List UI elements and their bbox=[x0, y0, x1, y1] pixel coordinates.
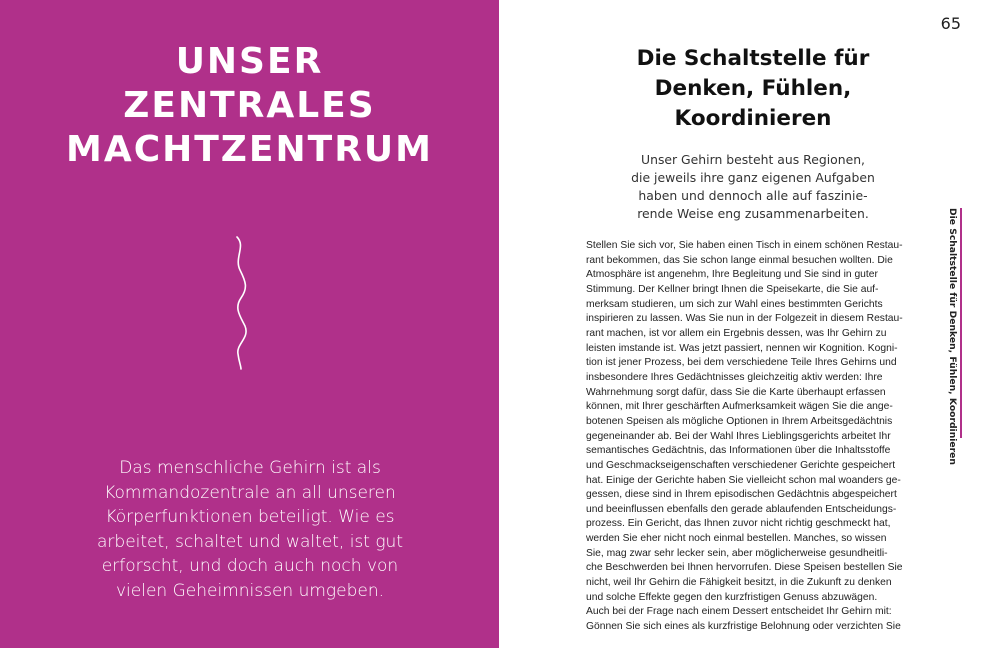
right-intro-line: Unser Gehirn besteht aus Regionen, bbox=[641, 152, 865, 167]
intro-line: Körperfunktionen beteiligt. Wie es bbox=[105, 507, 395, 527]
body-line: merksam studieren, um sich zur Wahl eines bestimmten Gerichts bbox=[586, 298, 883, 310]
body-line: Stellen Sie sich vor, Sie haben einen Tisch in einem schönen Restau- bbox=[586, 240, 903, 251]
left-page-intro bbox=[70, 456, 430, 603]
body-line: und Geschmackseigenschaften verschiedener Gerichte gespeichert bbox=[586, 459, 896, 471]
intro-line: vielen Geheimnissen umgeben. bbox=[115, 580, 385, 601]
left-page-title bbox=[0, 40, 499, 172]
body-line: Wahrnehmung sorgt dafür, dass Sie die Karte überhaupt erfassen bbox=[586, 386, 886, 398]
body-line: gegeneinander ab. Bei der Wahl Ihres Lieblingsgerichts arbeitet Ihr bbox=[586, 430, 891, 442]
body-line: leisten imstande ist. Was jetzt passiert, nennen wir Kognition. Kogni- bbox=[586, 342, 898, 354]
left-title-line: MACHTZENTRUM bbox=[66, 129, 433, 170]
running-head bbox=[944, 208, 960, 465]
body-line: gessen, diese sind in Ihrem episodischen Gedächtnis abgespeichert bbox=[586, 489, 897, 501]
right-title-line: Die Schaltstelle für bbox=[636, 46, 870, 71]
right-intro-line: rende Weise eng zusammenarbeiten. bbox=[637, 206, 869, 221]
left-title-line: UNSER bbox=[175, 41, 324, 82]
body-line: hat. Einige der Gerichte haben Sie vielleicht schon mal woanders ge- bbox=[586, 474, 901, 486]
intro-line: arbeitet, schaltet und waltet, ist gut bbox=[97, 531, 403, 552]
right-title-line: Koordinieren bbox=[674, 106, 832, 131]
body-line: und solche Effekte gegen den kurzfristigen Genuss abzuwägen. bbox=[586, 591, 878, 603]
right-page-intro bbox=[590, 151, 916, 223]
body-line: inspirieren zu lassen. Was Sie nun in der Folgezeit in diesem Restau- bbox=[586, 313, 903, 325]
body-line: können, mit Ihrer geschärften Aufmerksamkeit wägen Sie die ange- bbox=[586, 401, 893, 413]
body-line: Stimmung. Der Kellner bringt Ihnen die Speisekarte, die Sie auf- bbox=[586, 283, 879, 295]
body-line: tion ist jener Prozess, bei dem verschiedene Teile Ihres Gehirns und bbox=[586, 357, 897, 369]
body-line: nicht, weil Ihr Gehirn die Fähigkeit besitzt, in die Zukunft zu denken bbox=[586, 577, 892, 589]
squiggle-line-decoration bbox=[228, 236, 256, 370]
right-intro-line: haben und dennoch alle auf faszinie- bbox=[638, 188, 868, 203]
left-title-line: ZENTRALES bbox=[123, 85, 376, 126]
body-line: Sie, mag zwar sehr lecker sein, aber möglicherweise gesundheitli- bbox=[586, 547, 888, 559]
intro-line: erforscht, und doch auch noch von bbox=[101, 556, 399, 576]
running-head-rule bbox=[960, 208, 962, 438]
body-line: Gönnen Sie sich eines als kurzfristige Belohnung oder verzichten Sie bbox=[586, 621, 901, 633]
right-intro-line: die jeweils ihre ganz eigenen Aufgaben bbox=[631, 170, 875, 185]
body-line: botenen Speisen als mögliche Optionen in Ihrem Arbeitsgedächtnis bbox=[586, 415, 893, 427]
right-title-line: Denken, Fühlen, bbox=[654, 76, 852, 101]
body-line: Atmosphäre ist angenehm, Ihre Begleitung und Sie sind in guter bbox=[586, 269, 878, 281]
right-page-title bbox=[588, 44, 918, 134]
body-line: rant bekommen, das Sie schon lange einmal besuchen wollten. Die bbox=[586, 254, 893, 266]
intro-line: Das menschliche Gehirn ist als bbox=[119, 458, 381, 478]
body-line: prozess. Ein Gericht, das Ihnen zuvor nicht richtig geschmeckt hat, bbox=[586, 518, 891, 530]
body-line: insbesondere Ihres Gedächtnisses gleichzeitig aktiv werden: Ihre bbox=[586, 371, 883, 383]
body-text bbox=[586, 239, 916, 635]
running-head-text: Die Schaltstelle für Denken, Fühlen, Koordinieren bbox=[947, 208, 958, 465]
body-line: Auch bei der Frage nach einem Dessert entscheidet Ihr Gehirn mit: bbox=[586, 606, 892, 618]
page-number: 65 bbox=[940, 14, 961, 33]
body-line: und beeinflussen ebenfalls den gerade ablaufenden Entscheidungs- bbox=[586, 503, 897, 515]
intro-line: Kommandozentrale an all unseren bbox=[104, 482, 396, 503]
body-line: semantisches Gedächtnis, das Informationen über die Inhaltsstoffe bbox=[586, 445, 891, 457]
body-line: werden Sie eher nicht noch einmal bestellen. Manches, so wissen bbox=[586, 533, 887, 545]
body-line: rant machen, ist vor allem ein Ergebnis dessen, was Ihr Gehirn zu bbox=[586, 327, 887, 339]
body-line: che Beschwerden bei Ihnen hervorrufen. Diese Speisen bestellen Sie bbox=[586, 562, 903, 574]
